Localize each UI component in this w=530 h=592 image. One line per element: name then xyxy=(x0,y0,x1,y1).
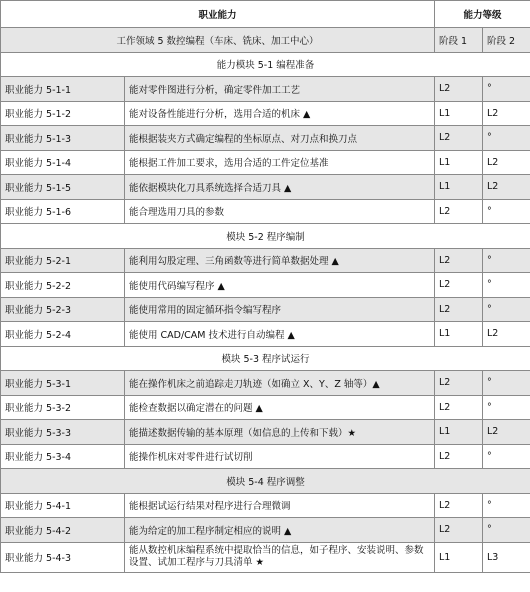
stage1-level: L2 xyxy=(435,395,483,420)
competency-id: 职业能力 5-1-4 xyxy=(1,150,125,175)
competency-desc: 能描述数据传输的基本原理（如信息的上传和下载）★ xyxy=(125,420,435,445)
stage2-level: ° xyxy=(483,444,530,469)
competency-desc: 能利用勾股定理、三角函数等进行简单数据处理 ▲ xyxy=(125,248,435,273)
stage1-level: L2 xyxy=(435,126,483,151)
stage2-level: ° xyxy=(483,199,530,224)
competency-id: 职业能力 5-4-1 xyxy=(1,493,125,518)
stage2-level: L3 xyxy=(483,542,530,572)
stage1-level: L1 xyxy=(435,150,483,175)
competency-id: 职业能力 5-2-2 xyxy=(1,273,125,298)
table-row xyxy=(1,395,530,420)
header-row xyxy=(1,1,530,28)
stage1-level: L2 xyxy=(435,444,483,469)
competency-desc: 能根据工件加工要求，选用合适的工件定位基准 xyxy=(125,150,435,175)
table-row xyxy=(1,444,530,469)
stage2-level: ° xyxy=(483,493,530,518)
competency-id: 职业能力 5-1-5 xyxy=(1,175,125,200)
table-row xyxy=(1,175,530,200)
table-row xyxy=(1,371,530,396)
stage2-level: ° xyxy=(483,77,530,102)
header-level: 能力等级 xyxy=(435,1,530,28)
competency-desc: 能使用 CAD/CAM 技术进行自动编程 ▲ xyxy=(125,322,435,347)
stage2-level: L2 xyxy=(483,101,530,126)
competency-id: 职业能力 5-3-1 xyxy=(1,371,125,396)
competency-desc: 能使用常用的固定循环指令编写程序 xyxy=(125,297,435,322)
competency-id: 职业能力 5-3-3 xyxy=(1,420,125,445)
stage1-level: L1 xyxy=(435,542,483,572)
stage1-level: L1 xyxy=(435,322,483,347)
competency-desc: 能操作机床对零件进行试切削 xyxy=(125,444,435,469)
competency-id: 职业能力 5-2-3 xyxy=(1,297,125,322)
stage1-level: L1 xyxy=(435,101,483,126)
module-title: 模块 5-3 程序试运行 xyxy=(1,346,530,371)
competency-desc: 能对设备性能进行分析，选用合适的机床 ▲ xyxy=(125,101,435,126)
module-row xyxy=(1,469,530,494)
stage2-header: 阶段 2 xyxy=(483,28,530,53)
competency-desc: 能检查数据以确定潜在的问题 ▲ xyxy=(125,395,435,420)
module-title: 模块 5-2 程序编制 xyxy=(1,224,530,249)
header-competency: 职业能力 xyxy=(1,1,435,28)
competency-desc: 能根据装夹方式确定编程的坐标原点、对刀点和换刀点 xyxy=(125,126,435,151)
table-row xyxy=(1,420,530,445)
competency-id: 职业能力 5-1-6 xyxy=(1,199,125,224)
stage1-level: L2 xyxy=(435,77,483,102)
competency-id: 职业能力 5-1-2 xyxy=(1,101,125,126)
competency-desc: 能在操作机床之前追踪走刀轨迹（如确立 X、Y、Z 轴等）▲ xyxy=(125,371,435,396)
competency-id: 职业能力 5-1-3 xyxy=(1,126,125,151)
table-row xyxy=(1,248,530,273)
stage1-header: 阶段 1 xyxy=(435,28,483,53)
module-row xyxy=(1,52,530,77)
stage2-level: L2 xyxy=(483,175,530,200)
stage2-level: ° xyxy=(483,126,530,151)
competency-id: 职业能力 5-3-4 xyxy=(1,444,125,469)
competency-id: 职业能力 5-1-1 xyxy=(1,77,125,102)
workfield-row xyxy=(1,28,530,53)
module-row xyxy=(1,346,530,371)
competency-desc: 能合理选用刀具的参数 xyxy=(125,199,435,224)
stage2-level: ° xyxy=(483,248,530,273)
competency-desc: 能使用代码编写程序 ▲ xyxy=(125,273,435,298)
stage1-level: L2 xyxy=(435,248,483,273)
stage1-level: L2 xyxy=(435,297,483,322)
competency-id: 职业能力 5-4-2 xyxy=(1,518,125,543)
stage1-level: L2 xyxy=(435,518,483,543)
stage1-level: L2 xyxy=(435,371,483,396)
module-title: 能力模块 5-1 编程准备 xyxy=(1,52,530,77)
stage2-level: L2 xyxy=(483,322,530,347)
stage2-level: ° xyxy=(483,518,530,543)
table-row xyxy=(1,493,530,518)
competency-id: 职业能力 5-4-3 xyxy=(1,542,125,572)
table-row xyxy=(1,199,530,224)
table-row xyxy=(1,150,530,175)
competency-id: 职业能力 5-3-2 xyxy=(1,395,125,420)
stage2-level: L2 xyxy=(483,420,530,445)
stage2-level: ° xyxy=(483,297,530,322)
table-row xyxy=(1,126,530,151)
competency-id: 职业能力 5-2-1 xyxy=(1,248,125,273)
competency-desc: 能对零件图进行分析，确定零件加工工艺 xyxy=(125,77,435,102)
module-title: 模块 5-4 程序调整 xyxy=(1,469,530,494)
stage2-level: ° xyxy=(483,395,530,420)
competency-desc: 能从数控机床编程系统中提取恰当的信息，如子程序、安装说明、参数设置、试加工程序与刀具清单 ★ xyxy=(125,542,435,572)
table-row xyxy=(1,518,530,543)
workfield-title: 工作领域 5 数控编程（车床、铣床、加工中心） xyxy=(1,28,435,53)
stage2-level: ° xyxy=(483,273,530,298)
table-row xyxy=(1,322,530,347)
stage1-level: L2 xyxy=(435,493,483,518)
module-row xyxy=(1,224,530,249)
stage1-level: L2 xyxy=(435,273,483,298)
competency-desc: 能依据模块化刀具系统选择合适刀具 ▲ xyxy=(125,175,435,200)
stage1-level: L1 xyxy=(435,420,483,445)
stage2-level: ° xyxy=(483,371,530,396)
table-row xyxy=(1,101,530,126)
table-row xyxy=(1,77,530,102)
table-row xyxy=(1,273,530,298)
competency-desc: 能为给定的加工程序制定相应的说明 ▲ xyxy=(125,518,435,543)
table-row xyxy=(1,297,530,322)
stage2-level: L2 xyxy=(483,150,530,175)
competency-id: 职业能力 5-2-4 xyxy=(1,322,125,347)
competency-desc: 能根据试运行结果对程序进行合理微调 xyxy=(125,493,435,518)
stage1-level: L1 xyxy=(435,175,483,200)
table-row xyxy=(1,542,530,572)
stage1-level: L2 xyxy=(435,199,483,224)
